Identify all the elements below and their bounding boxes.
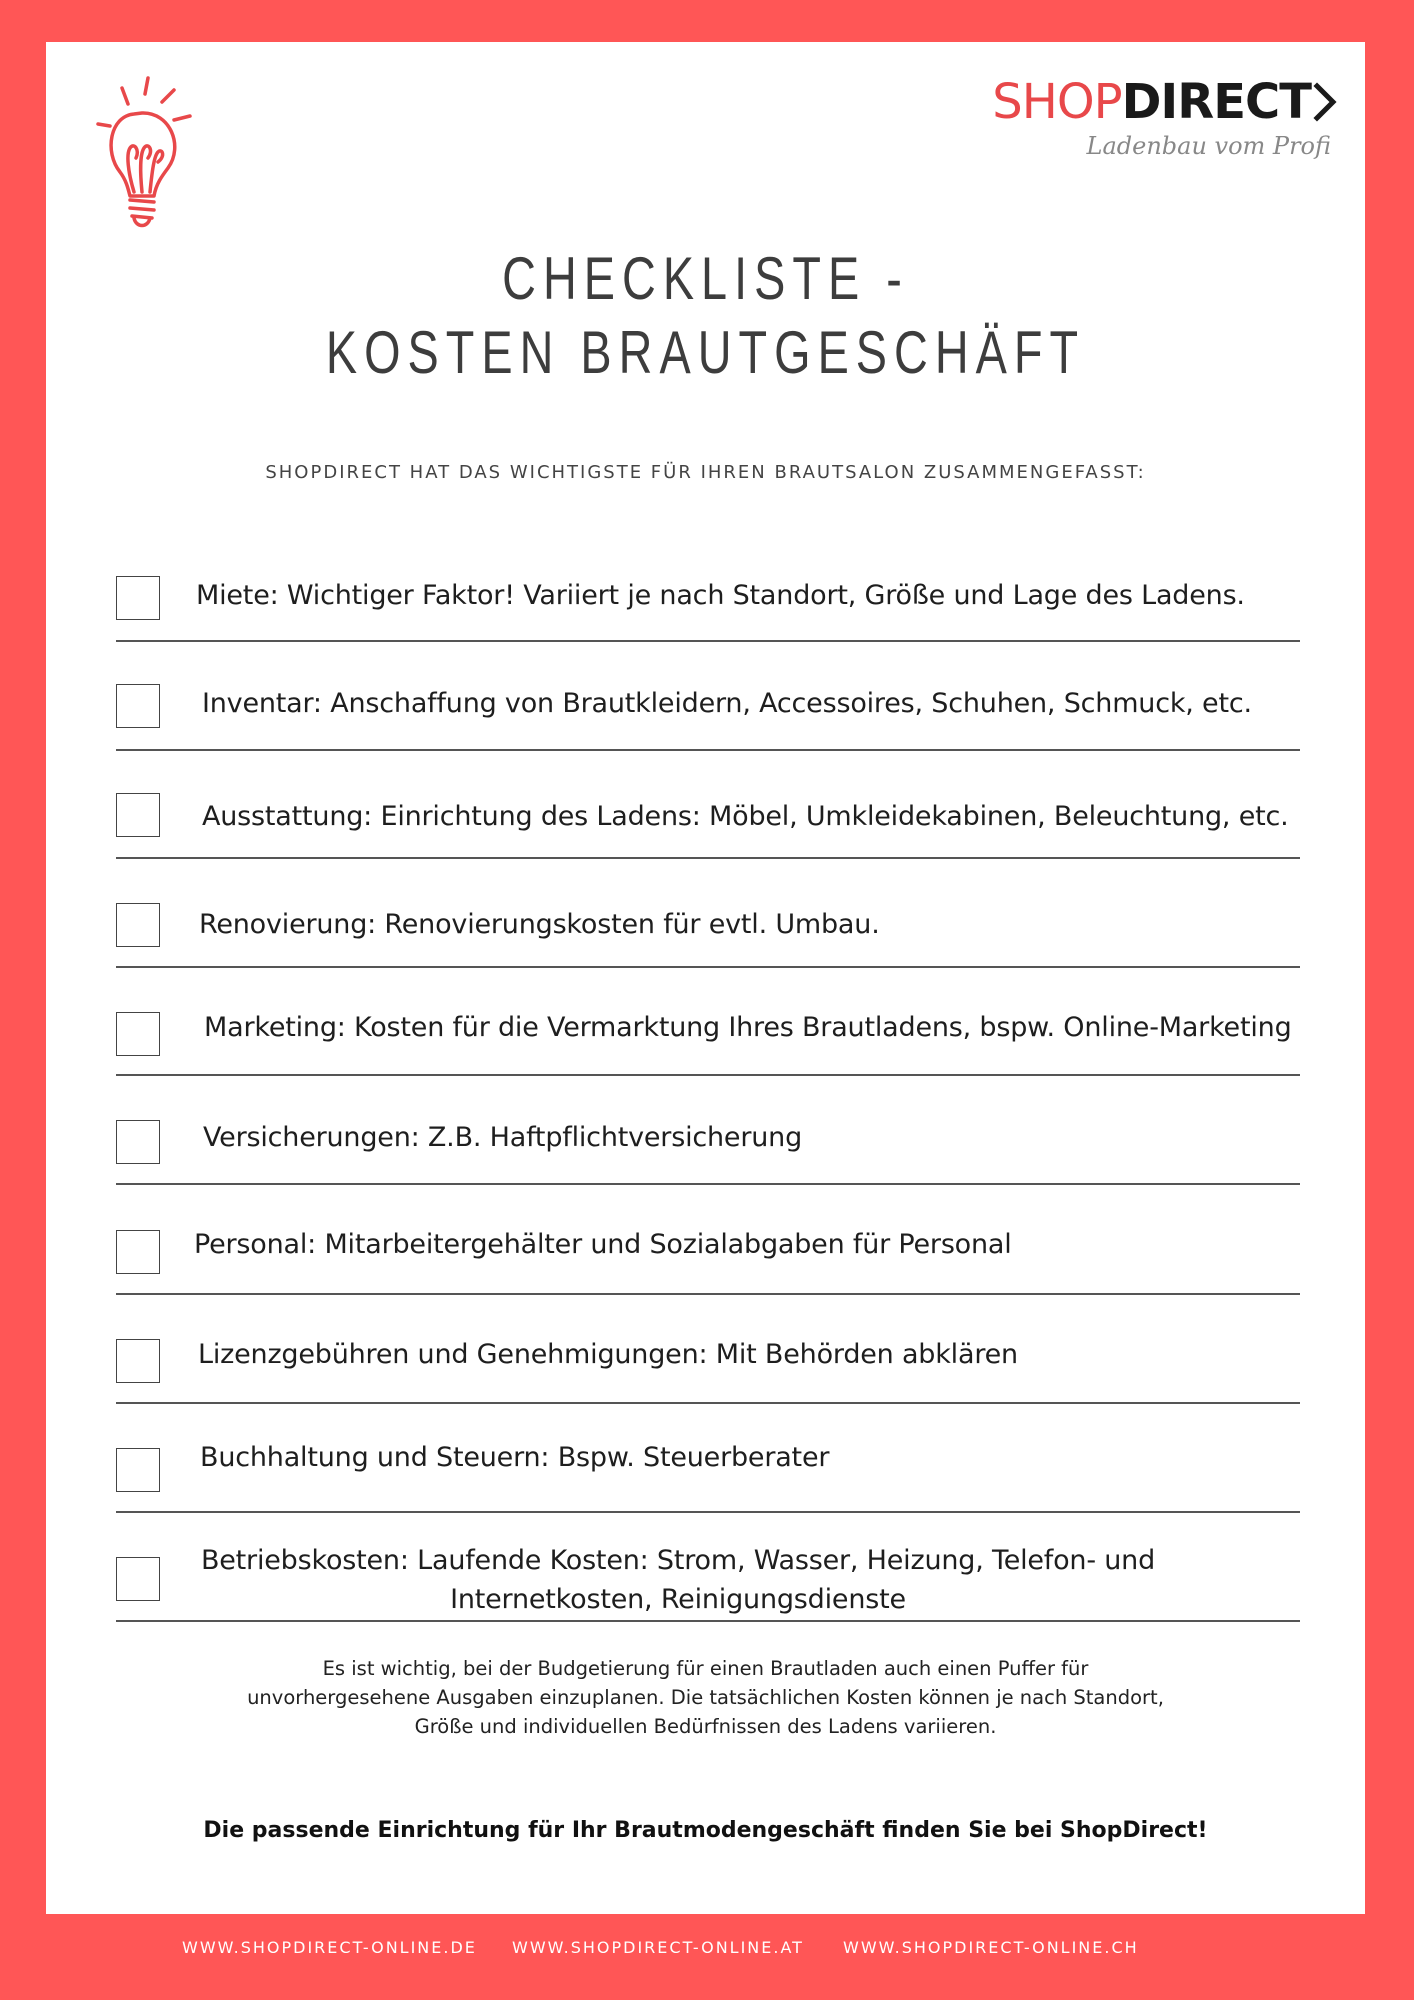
chevron-right-icon [1313, 82, 1337, 122]
logo-tagline: Ladenbau vom Profi [1086, 132, 1331, 160]
checkbox-icon[interactable] [116, 684, 160, 728]
shopdirect-logo [937, 76, 1337, 160]
logo-wordmark [937, 76, 1337, 128]
checklist-item-text: Versicherungen: Z.B. Haftpflichtversicherung [203, 1122, 803, 1153]
checklist-item [116, 1404, 1300, 1513]
footer [0, 1938, 1414, 1962]
checklist-item [116, 642, 1300, 751]
footer-link-ch[interactable]: WWW.SHOPDIRECT-ONLINE.CH [843, 1938, 1139, 1957]
checklist-item-text: Lizenzgebühren und Genehmigungen: Mit Behörden abklären [198, 1339, 1018, 1370]
checklist-item [116, 1076, 1300, 1185]
title-line-2: KOSTEN BRAUTGESCHÄFT [325, 319, 1086, 386]
page-subtitle: SHOPDIRECT HAT DAS WICHTIGSTE FÜR IHREN BRAUTSALON ZUSAMMENGEFASST: [265, 462, 1146, 483]
checklist-page [46, 42, 1365, 1914]
budget-note: Es ist wichtig, bei der Budgetierung für einen Brautladen auch einen Puffer für unvorhergesehene Ausgaben einzuplanen. Die tatsächlichen Kosten können je nach Standort, Größe und individuellen Bedürfnissen des Ladens variieren. [247, 1657, 1164, 1738]
checkbox-icon[interactable] [116, 1120, 160, 1164]
logo-shop: SHOP [992, 74, 1122, 130]
checkbox-icon[interactable] [116, 903, 160, 947]
footer-link-de[interactable]: WWW.SHOPDIRECT-ONLINE.DE [182, 1938, 477, 1957]
logo-direct: DIRECT [1121, 74, 1311, 130]
checkbox-icon[interactable] [116, 1557, 160, 1601]
call-to-action: Die passende Einrichtung für Ihr Brautmodengeschäft finden Sie bei ShopDirect! [203, 1818, 1208, 1843]
checklist-item [116, 751, 1300, 859]
checklist-item-text: Betriebskosten: Laufende Kosten: Strom, Wasser, Heizung, Telefon- und Internetkosten, Reinigungsdienste [200, 1545, 1156, 1615]
checklist-item [116, 1513, 1300, 1622]
checkbox-icon[interactable] [116, 793, 160, 837]
checklist-item-text: Miete: Wichtiger Faktor! Variiert je nach Standort, Größe und Lage des Ladens. [196, 580, 1245, 611]
checkbox-icon[interactable] [116, 1230, 160, 1274]
checklist-item [116, 532, 1300, 642]
footer-link-at[interactable]: WWW.SHOPDIRECT-ONLINE.AT [512, 1938, 804, 1957]
checkbox-icon[interactable] [116, 1012, 160, 1056]
checkbox-icon[interactable] [116, 1339, 160, 1383]
checklist-item-text: Ausstattung: Einrichtung des Ladens: Möbel, Umkleidekabinen, Beleuchtung, etc. [202, 801, 1289, 832]
page-title [46, 242, 1365, 390]
checklist-item-text: Personal: Mitarbeitergehälter und Sozialabgaben für Personal [194, 1229, 1012, 1260]
checklist-item-text: Renovierung: Renovierungskosten für evtl. Umbau. [199, 909, 880, 940]
checklist-item-text: Buchhaltung und Steuern: Bspw. Steuerberater [200, 1442, 830, 1473]
checklist-item [116, 968, 1300, 1076]
checklist-item-text: Marketing: Kosten für die Vermarktung Ihres Brautladens, bspw. Online-Marketing [204, 1012, 1292, 1043]
title-line-1: CHECKLISTE - [502, 245, 909, 312]
lightbulb-icon [90, 72, 210, 232]
checklist-item [116, 859, 1300, 968]
checklist-item-text: Inventar: Anschaffung von Brautkleidern, Accessoires, Schuhen, Schmuck, etc. [202, 688, 1252, 719]
checkbox-icon[interactable] [116, 576, 160, 620]
checkbox-icon[interactable] [116, 1448, 160, 1492]
checklist-item [116, 1185, 1300, 1295]
checklist-item [116, 1295, 1300, 1404]
